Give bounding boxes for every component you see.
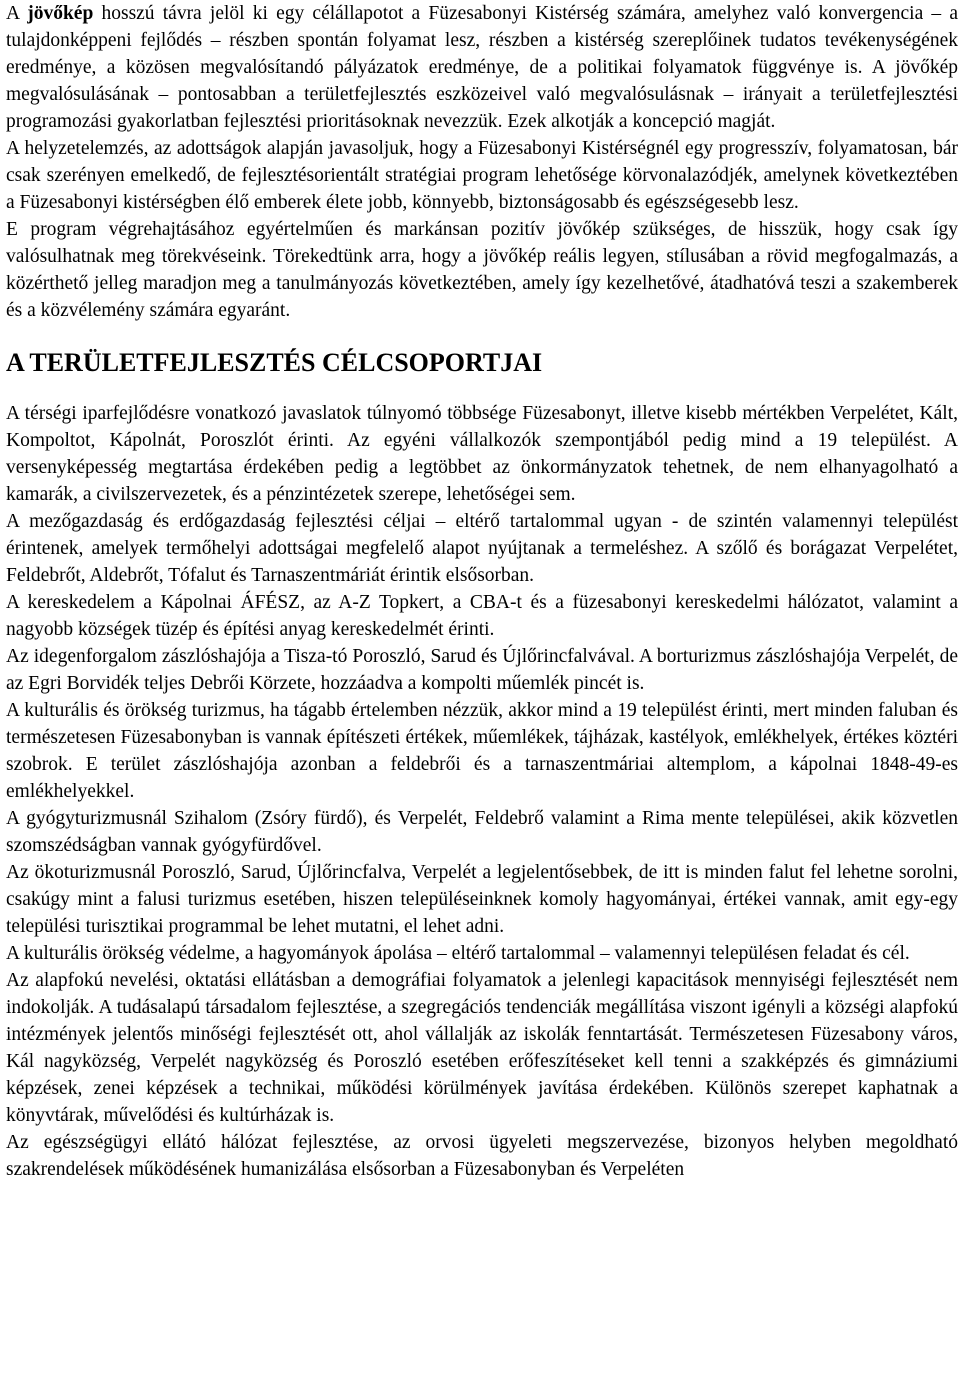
intro-lead-text: A	[6, 3, 28, 24]
section-paragraph-commerce: A kereskedelem a Kápolnai ÁFÉSZ, az A-Z Topkert, a CBA-t és a füzesabonyi kereskedelmi hálózatot, valamint a nagyobb községek tüzép és építési anyag kereskedelmét érinti.	[6, 592, 958, 640]
section-heading: A TERÜLETFEJLESZTÉS CÉLCSOPORTJAI	[6, 348, 543, 377]
intro-body-text: hosszú távra jelöl ki egy célállapotot a Füzesabonyi Kistérség számára, amelyhez való konvergencia – a tulajdonképpeni fejlődés – részben spontán folyamat lesz, részben a kistérség szereplőinek tudatos tevékenységének eredménye, a közösen megvalósítandó pályázatok eredménye, de a politikai folyamatok függvénye is. A jövőkép megvalósulásának – pontosabban a területfejlesztés eszközeivel való megvalósulásnak – irányait a területfejlesztési programozási gyakorlatban fejlesztési prioritásoknak nevezzük. Ezek alkotják a koncepció magját.	[6, 3, 958, 132]
section-paragraph-ecotourism: Az ökoturizmusnál Poroszló, Sarud, Újlőrincfalva, Verpelét a legjelentősebbek, de itt is minden falut fel lehetne sorolni, csakúgy mint a falusi turizmus esetében, hiszen településeinknek komoly hagyományai, értékei vannak, amit egy-egy települési turisztikai programmal be lehet mutatni, el lehet adni.	[6, 862, 958, 937]
section-paragraph-agriculture: A mezőgazdaság és erdőgazdaság fejlesztési céljai – eltérő tartalommal ugyan - de szintén valamennyi települést érintenek, amelyek termőhelyi adottságai megfelelő alapot nyújtanak a termeléshez. A szőlő és borágazat Verpelétet, Feldebrőt, Aldebrőt, Tófalut és Tarnaszentmáriát érintik elsősorban.	[6, 511, 958, 586]
section-paragraph-healthcare: Az egészségügyi ellátó hálózat fejlesztése, az orvosi ügyeleti megszervezése, bizonyos helyben megoldható szakrendelések működésének humanizálása elsősorban a Füzesabonyban és Verpeléten	[6, 1132, 958, 1180]
intro-paragraph-vision	[6, 0, 958, 135]
vision-term: jövőkép	[27, 3, 94, 24]
intro-paragraph-program: E program végrehajtásához egyértelműen és markánsan pozitív jövőkép szükséges, de hisszük, hogy csak így valósulhatnak meg törekvéseink. Törekedtünk arra, hogy a jövőkép reális legyen, stílusában a rövid megfogalmazás, a közérthető jelleg maradjon meg a tanulmányozás következtében, amely így kezelhetővé, átadhatóvá teszi a szakemberek és a közvélemény számára egyaránt.	[6, 219, 958, 321]
section-paragraph-heritage-tourism: A kulturális és örökség turizmus, ha tágabb értelemben nézzük, akkor mind a 19 települést érinti, mert minden faluban és természetesen Füzesabonyban is vannak építészeti értékek, műemlékek, tájházak, kastélyok, emlékhelyek, értékes köztéri szobrok. E terület zászlóshajója azonban a feldebrői és a tarnaszentmáriai altemplom, a kápolnai 1848-49-es emlékhelyekkel.	[6, 700, 958, 802]
section-paragraph-tourism: Az idegenforgalom zászlóshajója a Tisza-tó Poroszló, Sarud és Újlőrincfalvával. A borturizmus zászlóshajója Verpelét, de az Egri Borvidék teljes Debrői Körzete, hozzáadva a kompolti műemlék pincét is.	[6, 646, 958, 694]
document-page	[6, 0, 958, 1183]
section-paragraph-cultural-heritage: A kulturális örökség védelme, a hagyományok ápolása – eltérő tartalommal – valamennyi településen feladat és cél.	[6, 943, 910, 964]
section-paragraph-health-tourism: A gyógyturizmusnál Szihalom (Zsóry fürdő), és Verpelét, Feldebrő valamint a Rima mente települései, akik közvetlen szomszédságban vannak gyógyfürdővel.	[6, 808, 958, 856]
intro-paragraph-analysis: A helyzetelemzés, az adottságok alapján javasoljuk, hogy a Füzesabonyi Kistérségnél egy progresszív, folyamatosan, bár csak szerényen emelkedő, de fejlesztésorientált stratégiai program lehetősége körvonalazódjék, amelynek következtében a Füzesabonyi kistérségben élő emberek élete jobb, könnyebb, biztonságosabb és egészségesebb lesz.	[6, 138, 958, 213]
section-paragraph-education: Az alapfokú nevelési, oktatási ellátásban a demográfiai folyamatok a jelenlegi kapacitások mennyiségi fejlesztését nem indokolják. A tudásalapú társadalom fejlesztése, a szegregációs tendenciák megállítása viszont igényli a községi alapfokú intézmények jelentős minőségi fejlesztését ott, ahol vállalják az iskolák fenntartását. Természetesen Füzesabony város, Kál nagyközség, Verpelét nagyközség és Poroszló esetében erőfeszítéseket kell tenni a szakképzés és gimnáziumi képzések, zenei képzések a technikai, működési körülmények javítása érdekében. Különös szerepet kaphatnak a könyvtárak, művelődési és kultúrházak is.	[6, 970, 958, 1126]
section-paragraph-industry: A térségi iparfejlődésre vonatkozó javaslatok túlnyomó többsége Füzesabonyt, illetve kisebb mértékben Verpelétet, Kált, Kompoltot, Kápolnát, Poroszlót érinti. Az egyéni vállalkozók szempontjából pedig mind a 19 települést. A versenyképesség megtartása érdekében pedig a legtöbbet az önkormányzatok tehetnek, de nem elhanyagolható a kamarák, a civilszervezetek, és a pénzintézetek szerepe, lehetőségei sem.	[6, 403, 958, 505]
